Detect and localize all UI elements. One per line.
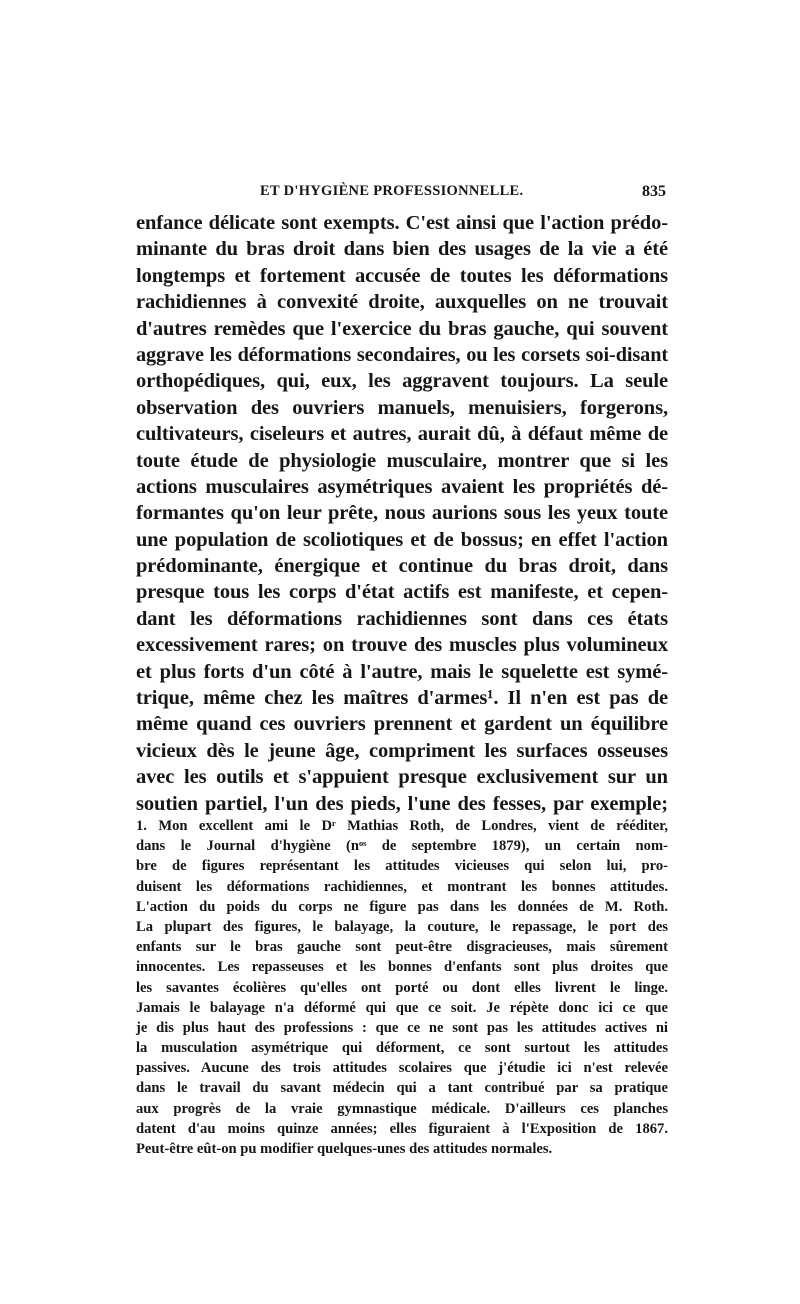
footnote-line: enfants sur le bras gauche sont peut-être disgracieuses, mais sûrement [136, 939, 668, 956]
footnote-line: innocentes. Les repasseuses et les bonnes d'enfants sont plus droites que [136, 959, 668, 976]
footnote-line: L'action du poids du corps ne figure pas dans les données de M. Roth. [136, 898, 668, 915]
text-line: presque tous les corps d'état actifs est manifeste, et cepen- [136, 581, 668, 604]
main-text [136, 210, 668, 817]
text-line: orthopédiques, qui, eux, les aggravent toujours. La seule [136, 370, 668, 393]
text-line: enfance délicate sont exempts. C'est ainsi que l'action prédo- [136, 212, 668, 234]
text-line: soutien partiel, l'un des pieds, l'une des fesses, par exemple; [136, 792, 668, 815]
text-line: avec les outils et s'appuient presque exclusivement sur un [136, 766, 668, 789]
text-line: actions musculaires asymétriques avaient les propriétés dé- [136, 475, 668, 498]
text-line: excessivement rares; on trouve des muscles plus volumineux [136, 634, 668, 657]
footnote-line: la musculation asymétrique qui déforment, ce sont surtout les attitudes [136, 1040, 668, 1057]
footnote-line: Jamais le balayage n'a déformé qui que ce soit. Je répète donc ici ce que [136, 999, 668, 1016]
footnote-line: La plupart des figures, le balayage, la couture, le repassage, le port des [136, 918, 668, 935]
text-line: une population de scoliotiques et de bossus; en effet l'action [136, 528, 668, 551]
text-line: vicieux dès le jeune âge, compriment les surfaces osseuses [136, 739, 668, 762]
text-line: toute étude de physiologie musculaire, montrer que si les [136, 449, 668, 472]
footnote-line: aux progrès de la vraie gymnastique médicale. D'ailleurs ces planches [136, 1100, 668, 1117]
footnote-line: je dis plus haut des professions : que ce ne sont pas les attitudes actives ni [136, 1019, 668, 1036]
text-line: longtemps et fortement accusée de toutes les déformations [136, 264, 668, 287]
footnote-line: Peut-être eût-on pu modifier quelques-unes des attitudes normales. [136, 1141, 553, 1157]
text-line: prédominante, énergique et continue du bras droit, dans [136, 555, 668, 578]
text-line: d'autres remèdes que l'exercice du bras gauche, qui souvent [136, 317, 668, 340]
footnote-line: dans le travail du savant médecin qui a tant contribué par sa pratique [136, 1080, 668, 1097]
footnote-line: dans le Journal d'hygiène (nᵒˢ de septembre 1879), un certain nom- [136, 838, 668, 855]
text-line: même quand ces ouvriers prennent et gardent un équilibre [136, 713, 668, 736]
text-line: trique, même chez les maîtres d'armes¹. Il n'en est pas de [136, 687, 668, 710]
text-line: et plus forts d'un côté à l'autre, mais le squelette est symé- [136, 660, 668, 683]
running-title: ET D'HYGIÈNE PROFESSIONNELLE. [260, 183, 524, 199]
footnote-line: bre de figures représentant les attitudes vicieuses qui selon lui, pro- [136, 858, 668, 875]
text-line: minante du bras droit dans bien des usages de la vie a été [136, 238, 668, 261]
text-line: aggrave les déformations secondaires, ou les corsets soi-disant [136, 343, 668, 366]
footnote-line: 1. Mon excellent ami le Dʳ Mathias Roth, de Londres, vient de rééditer, [136, 818, 668, 834]
footnote-line: datent d'au moins quinze années; elles figuraient à l'Exposition de 1867. [136, 1120, 668, 1137]
running-header [136, 180, 668, 204]
text-line: observation des ouvriers manuels, menuisiers, forgerons, [136, 396, 668, 419]
text-line: cultivateurs, ciseleurs et autres, aurait dû, à défaut même de [136, 423, 668, 446]
text-line: rachidiennes à convexité droite, auxquelles on ne trouvait [136, 291, 668, 314]
footnote [136, 816, 668, 1159]
footnote-line: passives. Aucune des trois attitudes scolaires que j'étudie ici n'est relevée [136, 1060, 668, 1077]
footnote-line: les savantes écolières qu'elles ont porté ou dont elles livrent le linge. [136, 979, 668, 996]
text-line: dant les déformations rachidiennes sont dans ces états [136, 607, 668, 630]
page-number: 835 [642, 183, 666, 200]
text-line: formantes qu'on leur prête, nous aurions sous les yeux toute [136, 502, 668, 525]
footnote-line: duisent les déformations rachidiennes, et montrant les bonnes attitudes. [136, 878, 668, 895]
